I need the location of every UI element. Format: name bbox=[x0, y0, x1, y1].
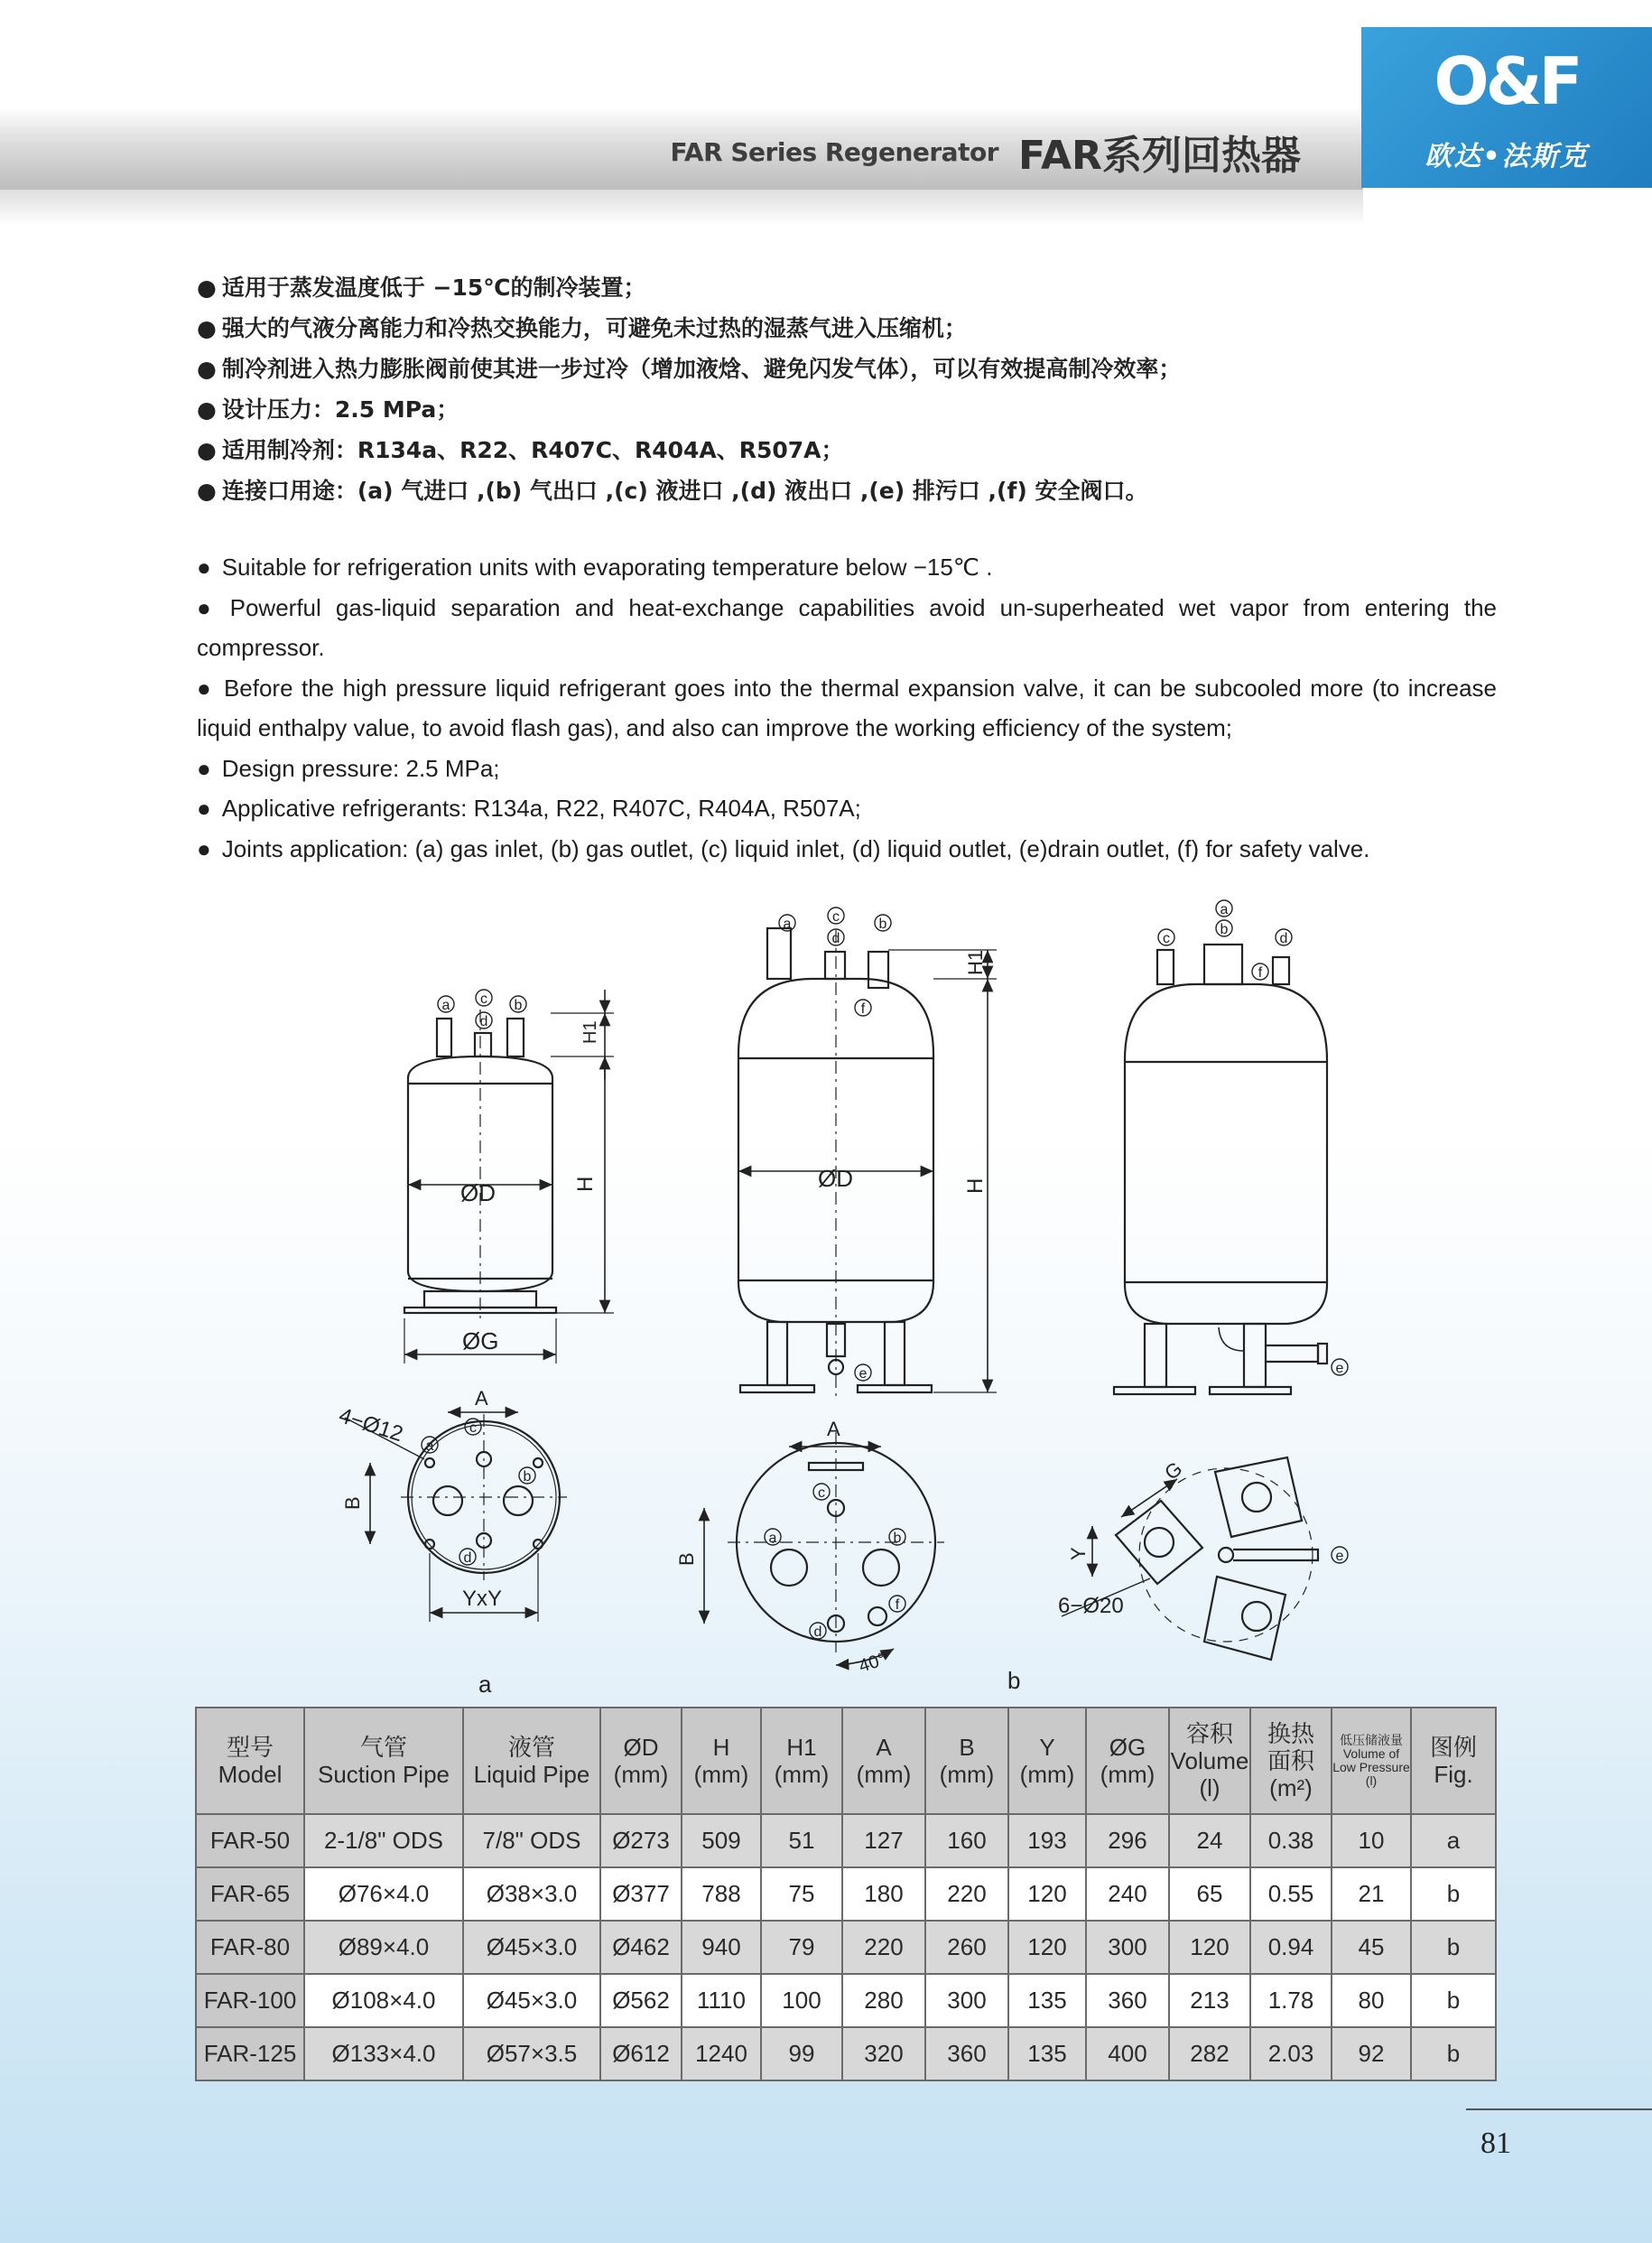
cell-model: FAR-50 bbox=[196, 1814, 304, 1867]
label-a-b: A bbox=[827, 1418, 840, 1440]
bullet-en: ● Suitable for refrigeration units with evaporating temperature below −15℃ . bbox=[197, 547, 1497, 588]
cell-h1: 75 bbox=[761, 1867, 842, 1921]
conn-d: d bbox=[813, 1624, 822, 1640]
cell-low-pressure-volume: 80 bbox=[1332, 1974, 1411, 2027]
conn-e: e bbox=[1335, 1549, 1344, 1564]
bullet-cn: ● 制冷剂进入热力膨胀阀前使其进一步过冷（增加液焓、避免闪发气体），可以有效提高制冷效率； bbox=[197, 349, 1515, 389]
cell-suction-pipe: Ø89×4.0 bbox=[304, 1921, 463, 1974]
cell-exchange-area: 1.78 bbox=[1250, 1974, 1332, 2027]
cell-y: 193 bbox=[1008, 1814, 1086, 1867]
cell-fig: b bbox=[1411, 1974, 1496, 2027]
table-row bbox=[196, 1921, 1496, 1974]
cell-fig: b bbox=[1411, 1867, 1496, 1921]
conn-b: b bbox=[1220, 922, 1229, 937]
header-title-cn: FAR系列回热器 bbox=[1018, 133, 1301, 179]
table-header-row bbox=[196, 1708, 1496, 1814]
conn-d: d bbox=[831, 931, 840, 946]
cell-h1: 99 bbox=[761, 2027, 842, 2080]
label-h1-b: H1 bbox=[964, 949, 987, 975]
label-od-a: ØD bbox=[460, 1179, 496, 1206]
table-row bbox=[196, 2027, 1496, 2080]
cell-b: 360 bbox=[925, 2027, 1008, 2080]
conn-c: c bbox=[1163, 931, 1170, 946]
vessel-b-top bbox=[704, 1432, 944, 1665]
col-y: Y (mm) bbox=[1008, 1708, 1086, 1814]
header-title-en: FAR Series Regenerator bbox=[670, 137, 998, 167]
label-angle: 40° bbox=[856, 1649, 889, 1677]
cell-a: 220 bbox=[842, 1921, 925, 1974]
cell-model: FAR-100 bbox=[196, 1974, 304, 2027]
conn-e: e bbox=[1335, 1361, 1344, 1376]
cell-fig: b bbox=[1411, 2027, 1496, 2080]
fig-label-b: b bbox=[1007, 1667, 1021, 1694]
label-g: G bbox=[1160, 1457, 1187, 1484]
page-rule bbox=[1466, 2108, 1652, 2110]
bullet-en: ● Applicative refrigerants: R134a, R22, R407C, R404A, R507A; bbox=[197, 788, 1497, 829]
bullet-cn: ● 连接口用途：(a) 气进口 ,(b) 气出口 ,(c) 液进口 ,(d) 液出口 ,(e) 排污口 ,(f) 安全阀口。 bbox=[197, 470, 1515, 511]
conn-f: f bbox=[860, 1001, 866, 1017]
cell-h: 1240 bbox=[682, 2027, 761, 2080]
conn-c: c bbox=[480, 991, 487, 1007]
cell-exchange-area: 0.94 bbox=[1250, 1921, 1332, 1974]
feature-list-en bbox=[197, 547, 1497, 869]
technical-drawing bbox=[0, 894, 1652, 1707]
brand-logo bbox=[1361, 27, 1652, 188]
conn-a: a bbox=[425, 1438, 434, 1454]
cell-fig: b bbox=[1411, 1921, 1496, 1974]
cell-og: 300 bbox=[1086, 1921, 1169, 1974]
conn-a: a bbox=[441, 998, 450, 1013]
cell-a: 280 bbox=[842, 1974, 925, 2027]
cell-og: 240 bbox=[1086, 1867, 1169, 1921]
bullet-en: ● Before the high pressure liquid refrigerant goes into the thermal expansion valve, it can be subcooled more (to increase liquid enthalpy value, to avoid flash gas), and also can improve the working efficiency of the system; bbox=[197, 668, 1497, 749]
page-number: 81 bbox=[1480, 2127, 1511, 2160]
label-h1-a: H1 bbox=[580, 1020, 600, 1044]
cell-model: FAR-80 bbox=[196, 1921, 304, 1974]
cell-liquid-pipe: Ø45×3.0 bbox=[463, 1974, 600, 2027]
conn-d: d bbox=[1279, 931, 1288, 946]
cell-b: 260 bbox=[925, 1921, 1008, 1974]
conn-d: d bbox=[463, 1550, 472, 1566]
cell-suction-pipe: Ø133×4.0 bbox=[304, 2027, 463, 2080]
label-holes-a: 4−Ø12 bbox=[336, 1403, 406, 1447]
col-liquid-pipe: 液管 Liquid Pipe bbox=[463, 1708, 600, 1814]
conn-b: b bbox=[514, 998, 523, 1013]
cell-b: 300 bbox=[925, 1974, 1008, 2027]
conn-d: d bbox=[479, 1014, 488, 1029]
conn-e: e bbox=[858, 1366, 868, 1382]
flange-detail bbox=[1062, 1457, 1348, 1660]
label-b-a: B bbox=[341, 1496, 364, 1510]
bullet-en: ● Joints application: (a) gas inlet, (b) gas outlet, (c) liquid inlet, (d) liquid outlet, (e)drain outlet, (f) for safety valve. bbox=[197, 829, 1497, 870]
label-y: Y bbox=[1067, 1547, 1090, 1560]
cell-low-pressure-volume: 45 bbox=[1332, 1921, 1411, 1974]
conn-f: f bbox=[895, 1597, 900, 1613]
cell-low-pressure-volume: 10 bbox=[1332, 1814, 1411, 1867]
cell-exchange-area: 2.03 bbox=[1250, 2027, 1332, 2080]
cell-volume: 120 bbox=[1169, 1921, 1250, 1974]
conn-b: b bbox=[523, 1469, 532, 1484]
label-h-a: H bbox=[573, 1176, 598, 1192]
col-low-pressure-volume: 低压储液量 Volume of Low Pressure (l) bbox=[1332, 1708, 1411, 1814]
col-b: B (mm) bbox=[925, 1708, 1008, 1814]
cell-fig: a bbox=[1411, 1814, 1496, 1867]
col-a: A (mm) bbox=[842, 1708, 925, 1814]
label-og-a: ØG bbox=[462, 1327, 499, 1354]
label-h-b: H bbox=[963, 1177, 988, 1194]
cell-liquid-pipe: 7/8" ODS bbox=[463, 1814, 600, 1867]
feature-list-cn bbox=[197, 267, 1515, 511]
bullet-cn: ● 适用于蒸发温度低于 −15℃的制冷装置； bbox=[197, 267, 1515, 308]
col-og: ØG (mm) bbox=[1086, 1708, 1169, 1814]
cell-volume: 65 bbox=[1169, 1867, 1250, 1921]
cell-h1: 79 bbox=[761, 1921, 842, 1974]
bullet-cn: ● 强大的气液分离能力和冷热交换能力，可避免未过热的湿蒸气进入压缩机； bbox=[197, 308, 1515, 349]
col-od: ØD (mm) bbox=[600, 1708, 682, 1814]
cell-og: 360 bbox=[1086, 1974, 1169, 2027]
conn-a: a bbox=[1220, 902, 1229, 917]
cell-a: 180 bbox=[842, 1867, 925, 1921]
col-suction-pipe: 气管 Suction Pipe bbox=[304, 1708, 463, 1814]
cell-suction-pipe: Ø76×4.0 bbox=[304, 1867, 463, 1921]
cell-low-pressure-volume: 92 bbox=[1332, 2027, 1411, 2080]
label-od-b: ØD bbox=[818, 1165, 853, 1192]
col-h: H (mm) bbox=[682, 1708, 761, 1814]
fig-label-a: a bbox=[478, 1671, 492, 1698]
cell-liquid-pipe: Ø45×3.0 bbox=[463, 1921, 600, 1974]
logo-mark: O&F bbox=[1434, 43, 1580, 119]
col-model: 型号 Model bbox=[196, 1708, 304, 1814]
cell-od: Ø562 bbox=[600, 1974, 682, 2027]
cell-y: 135 bbox=[1008, 2027, 1086, 2080]
conn-c: c bbox=[469, 1420, 477, 1436]
cell-a: 127 bbox=[842, 1814, 925, 1867]
col-exchange-area: 换热 面积 (m²) bbox=[1250, 1708, 1332, 1814]
col-volume: 容积 Volume (l) bbox=[1169, 1708, 1250, 1814]
cell-y: 120 bbox=[1008, 1867, 1086, 1921]
vessel-b-side bbox=[738, 907, 997, 1400]
conn-b: b bbox=[878, 917, 887, 932]
cell-od: Ø612 bbox=[600, 2027, 682, 2080]
table-row bbox=[196, 1974, 1496, 2027]
cell-low-pressure-volume: 21 bbox=[1332, 1867, 1411, 1921]
cell-model: FAR-125 bbox=[196, 2027, 304, 2080]
conn-c: c bbox=[832, 909, 840, 925]
cell-h: 940 bbox=[682, 1921, 761, 1974]
label-yxy: YxY bbox=[462, 1587, 503, 1611]
cell-og: 400 bbox=[1086, 2027, 1169, 2080]
cell-og: 296 bbox=[1086, 1814, 1169, 1867]
bullet-cn: ● 适用制冷剂：R134a、R22、R407C、R404A、R507A； bbox=[197, 430, 1515, 470]
cell-suction-pipe: Ø108×4.0 bbox=[304, 1974, 463, 2027]
bullet-en: ● Design pressure: 2.5 MPa; bbox=[197, 749, 1497, 789]
cell-y: 135 bbox=[1008, 1974, 1086, 2027]
spec-table bbox=[195, 1707, 1497, 2081]
table-row bbox=[196, 1867, 1496, 1921]
label-b-b: B bbox=[675, 1552, 698, 1566]
cell-volume: 24 bbox=[1169, 1814, 1250, 1867]
conn-a: a bbox=[783, 917, 792, 932]
cell-h1: 51 bbox=[761, 1814, 842, 1867]
cell-h: 788 bbox=[682, 1867, 761, 1921]
cell-h: 509 bbox=[682, 1814, 761, 1867]
label-holes-b: 6−Ø20 bbox=[1058, 1594, 1124, 1618]
cell-model: FAR-65 bbox=[196, 1867, 304, 1921]
table-row bbox=[196, 1814, 1496, 1867]
cell-od: Ø377 bbox=[600, 1867, 682, 1921]
cell-a: 320 bbox=[842, 2027, 925, 2080]
col-h1: H1 (mm) bbox=[761, 1708, 842, 1814]
cell-liquid-pipe: Ø57×3.5 bbox=[463, 2027, 600, 2080]
cell-volume: 213 bbox=[1169, 1974, 1250, 2027]
cell-exchange-area: 0.55 bbox=[1250, 1867, 1332, 1921]
cell-liquid-pipe: Ø38×3.0 bbox=[463, 1867, 600, 1921]
conn-f: f bbox=[1258, 965, 1263, 981]
cell-volume: 282 bbox=[1169, 2027, 1250, 2080]
bullet-en: ● Powerful gas-liquid separation and heat-exchange capabilities avoid un-superheated wet vapor from entering the compressor. bbox=[197, 588, 1497, 668]
bullet-cn: ● 设计压力：2.5 MPa； bbox=[197, 389, 1515, 430]
cell-y: 120 bbox=[1008, 1921, 1086, 1974]
cell-od: Ø273 bbox=[600, 1814, 682, 1867]
cell-h: 1110 bbox=[682, 1974, 761, 2027]
vessel-b-drain-side bbox=[1114, 900, 1348, 1394]
logo-cn: 欧达•法斯克 bbox=[1425, 141, 1589, 172]
cell-b: 160 bbox=[925, 1814, 1008, 1867]
conn-c: c bbox=[818, 1485, 825, 1501]
vessel-a-top bbox=[345, 1412, 567, 1622]
cell-suction-pipe: 2-1/8" ODS bbox=[304, 1814, 463, 1867]
cell-h1: 100 bbox=[761, 1974, 842, 2027]
conn-b: b bbox=[893, 1531, 902, 1546]
cell-od: Ø462 bbox=[600, 1921, 682, 1974]
conn-a: a bbox=[768, 1531, 777, 1546]
col-fig: 图例 Fig. bbox=[1411, 1708, 1496, 1814]
label-a-a: A bbox=[475, 1387, 488, 1410]
cell-b: 220 bbox=[925, 1867, 1008, 1921]
cell-exchange-area: 0.38 bbox=[1250, 1814, 1332, 1867]
